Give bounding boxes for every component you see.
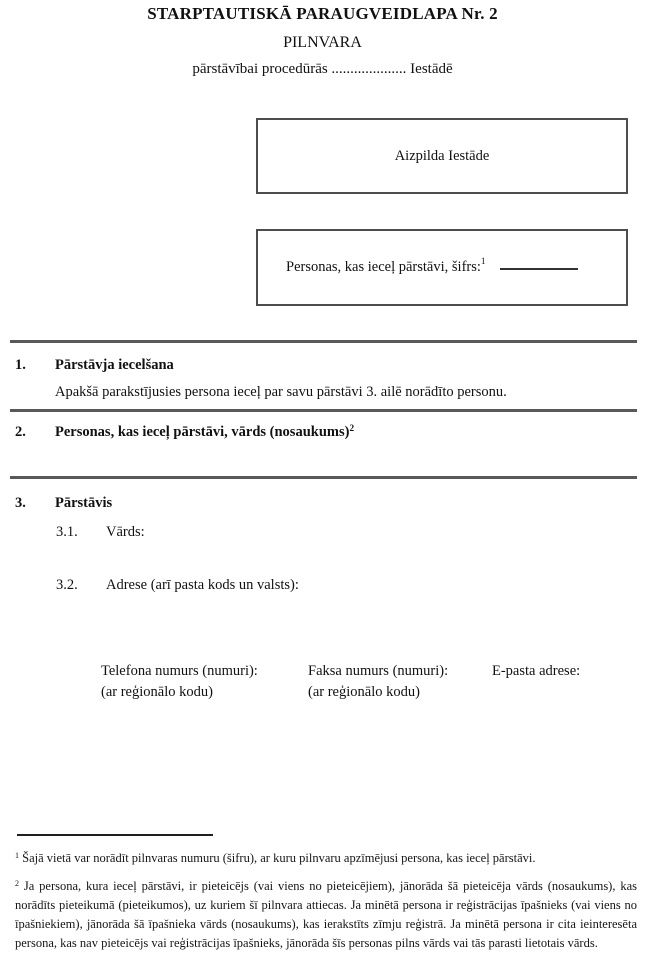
footnote-1	[15, 849, 637, 868]
footnote-1-ref: 1	[15, 850, 19, 860]
section-divider-1	[10, 340, 637, 343]
fax-note: (ar reģionālo kodu)	[308, 684, 420, 700]
section-3-2-number: 3.2.	[56, 577, 78, 593]
phone-column	[101, 661, 258, 703]
cipher-box: Personas, kas ieceļ pārstāvi, šifrs: $^1$	[256, 229, 628, 306]
section-1-number: 1.	[15, 357, 26, 373]
section-2-heading	[55, 424, 354, 441]
office-use-label: Aizpilda Iestāde	[394, 147, 490, 164]
section-3-number: 3.	[15, 495, 26, 511]
section-divider-2	[10, 409, 637, 412]
footnote-1-text: Šajā vietā var norādīt pilnvaras numuru (šifru), ar kuru pilnvaru apzīmējusi persona, kas ieceļ pārstāvi.	[22, 851, 536, 865]
section-divider-3	[10, 476, 637, 479]
section-1-heading: Pārstāvja iecelšana	[55, 357, 174, 373]
form-subtitle: PILNVARA	[283, 34, 362, 51]
section-3-1-number: 3.1.	[56, 524, 78, 540]
form-usage-line: pārstāvībai procedūrās .................... Iestādē	[192, 61, 453, 77]
fax-column	[308, 661, 448, 703]
cipher-blank-line	[500, 265, 578, 270]
footnote-separator	[17, 834, 213, 836]
office-use-box	[256, 118, 628, 194]
email-label: E-pasta adrese:	[492, 663, 581, 679]
footnote-2-ref: 2	[15, 878, 19, 888]
section-2-heading-text: Personas, kas ieceļ pārstāvi, vārds (nosaukums)	[55, 424, 350, 440]
form-title: STARPTAUTISKĀ PARAUGVEIDLAPA Nr. 2	[147, 4, 498, 23]
fax-label: Faksa numurs (numuri):	[308, 663, 449, 679]
footnote-2	[15, 877, 637, 953]
phone-label: Telefona numurs (numuri):	[101, 663, 258, 679]
cipher-label: Personas, kas ieceļ pārstāvi, šifrs:	[286, 259, 481, 275]
section-2-number: 2.	[15, 424, 26, 440]
section-2-footnote-ref: 2	[349, 423, 355, 434]
section-3-2-label: Adrese (arī pasta kods un valsts):	[106, 577, 299, 593]
section-1-body: Apakšā parakstījusies persona ieceļ par savu pārstāvi 3. ailē norādīto personu.	[55, 384, 507, 400]
section-3-1-label: Vārds:	[106, 524, 145, 540]
email-column	[492, 661, 580, 682]
phone-note: (ar reģionālo kodu)	[101, 684, 213, 700]
section-3-heading: Pārstāvis	[55, 495, 113, 511]
footnote-2-text: Ja persona, kura ieceļ pārstāvi, ir pieteicējs (vai viens no pieteicējiem), jānorāda šā pieteicēja vārds (nosaukums), kas norādīts pieteikumā (pieteikumos), uz kuriem šī pilnvara attiecas. Ja minētā persona ir reģistrācijas īpašnieks (vai viens no īpašniekiem), jānorāda šā īpašnieka vārds (nosaukums), kas ierakstīts zīmju reģistrā. Ja minētā persona ir cita ieinteresēta persona, kas nav pieteicējs vai reģistrācijas īpašnieks, jānorāda šīs personas pilns vārds vai tās parasti lietotais vārds.	[15, 879, 638, 950]
